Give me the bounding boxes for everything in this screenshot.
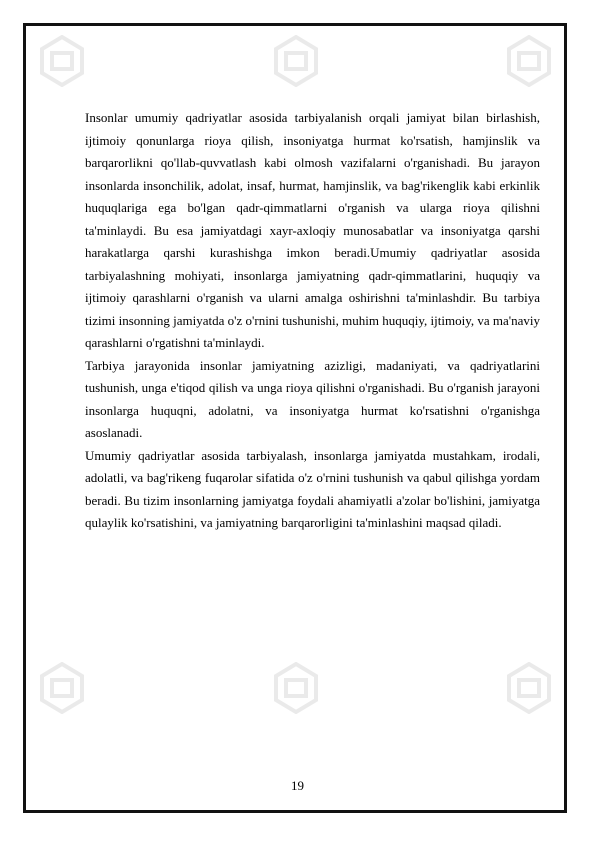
- paragraph: Tarbiya jarayonida insonlar jamiyatning azizligi, madaniyati, va qadriyatlarini tushunish, unga e'tiqod qilish va unga rioya qilishni o'rganishadi. Bu o'rganish jarayoni insonlarga huquqni, adolatni, va insoniyatga hurmat ko'rsatishni o'rganishga asoslanadi.: [85, 357, 540, 440]
- watermark-logo-icon: [272, 35, 320, 87]
- paragraph: Insonlar umumiy qadriyatlar asosida tarbiyalanish orqali jamiyat bilan birlashish, ijtimoiy qonunlarga rioya qilish, insoniyatga hurmat ko'rsatish, hamjinslik va barqarorlikni qo'llab-quvvatlash kabi olmosh vazifalarni o'rganishadi. Bu jarayon insonlarda insonchilik, adolat, insaf, hurmat, hamjinslik, va bag'rikenglik kabi erkinlik huquqlariga ega bo'lgan qadr-qimmatlarni o'rganish va ularga rioya qilishni ta'minlaydi. Bu esa jamiyatdagi xayr-axloqiy munosabatlar va insoniyatga qarshi harakatlarga qarshi kurashishga imkon beradi.Umumiy qadriyatlar asosida tarbiyalashning mohiyati, insonlarga jamiyatning qadr-qimmatlarini, huquqiy va ijtimoiy qarashlarni o'rganish va ularni amalga oshirishni ta'minlashdir. Bu tarbiya tizimi insonning jamiyatda o'z o'rnini tushunishi, muhim huquqiy, ijtimoiy, va ma'naviy qarashlarni o'rgatishni ta'minlaydi.: [85, 110, 540, 350]
- page-number: 19: [291, 778, 304, 793]
- watermark-logo-icon: [505, 662, 553, 714]
- document-body: [85, 107, 540, 535]
- watermark-logo-icon: [505, 35, 553, 87]
- paragraph: Umumiy qadriyatlar asosida tarbiyalash, insonlarga jamiyatda mustahkam, irodali, adolatli, va bag'rikeng fuqarolar sifatida o'z o'rnini tushunish va qabul qilishga yordam beradi. Bu tizim insonlarning jamiyatga foydali ahamiyatli a'zolar bo'lishini, jamiyatga qulaylik ko'rsatishini, va jamiyatning barqarorligini ta'minlashini maqsad qiladi.: [85, 447, 540, 530]
- watermark-logo-icon: [272, 662, 320, 714]
- watermark-logo-icon: [38, 662, 86, 714]
- watermark-logo-icon: [38, 35, 86, 87]
